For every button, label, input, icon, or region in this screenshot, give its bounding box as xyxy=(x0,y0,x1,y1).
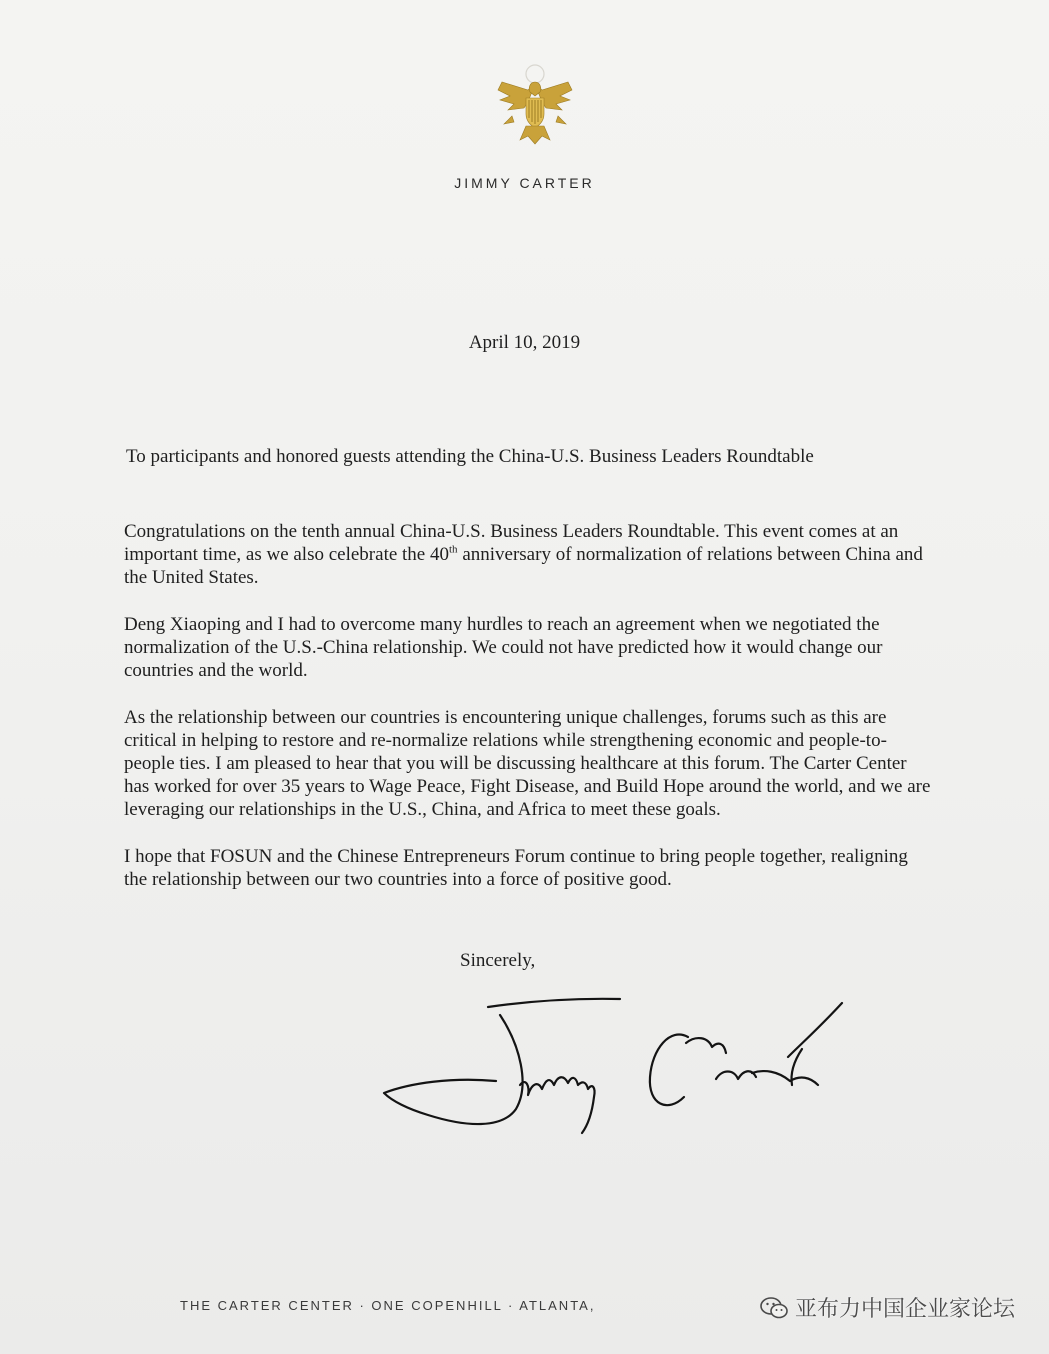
presidential-eagle-seal-icon xyxy=(490,60,580,150)
handwritten-signature xyxy=(370,985,870,1145)
letterhead-name: JIMMY CARTER xyxy=(454,175,595,191)
letter-paragraph: Deng Xiaoping and I had to overcome many hurdles to reach an agreement when we negotiated the normalization of the U.S.-China relationship. We could not have predicted how it would change our countries and the world. xyxy=(124,614,883,681)
paragraph-text: anniversary of normalization of relations between China and the United States. xyxy=(124,544,923,588)
watermark-text: 亚布力中国企业家论坛 xyxy=(794,1297,1015,1322)
ordinal-suffix: th xyxy=(449,543,458,556)
letter-salutation: To participants and honored guests attending the China-U.S. Business Leaders Roundtable xyxy=(126,446,814,467)
letter-paragraph xyxy=(124,520,934,589)
paragraph-text: Congratulations on the tenth annual China-U.S. Business Leaders Roundtable. This event comes at an important time, as we also celebrate the 40 xyxy=(124,521,899,565)
letter-date: April 10, 2019 xyxy=(468,332,581,353)
letter-closing: Sincerely, xyxy=(460,950,536,971)
letter-paragraph: As the relationship between our countries is encountering unique challenges, forums such as this are critical in helping to restore and re-normalize relations while strengthening economic and people-to-people ties. I am pleased to hear that you will be discussing healthcare at this forum. The Carter Center has worked for over 35 years to Wage Peace, Fight Disease, and Build Hope around the world, and we are leveraging our relationships in the U.S., China, and Africa to meet these goals. xyxy=(124,707,931,820)
letter-body xyxy=(124,520,934,915)
letterhead-footer-address: THE CARTER CENTER · ONE COPENHILL · ATLANTA, xyxy=(180,1298,596,1313)
source-watermark xyxy=(759,1292,1015,1323)
wechat-icon xyxy=(759,1295,789,1321)
letter-paragraph: I hope that FOSUN and the Chinese Entrepreneurs Forum continue to bring people together, realigning the relationship between our two countries into a force of positive good. xyxy=(124,846,908,890)
